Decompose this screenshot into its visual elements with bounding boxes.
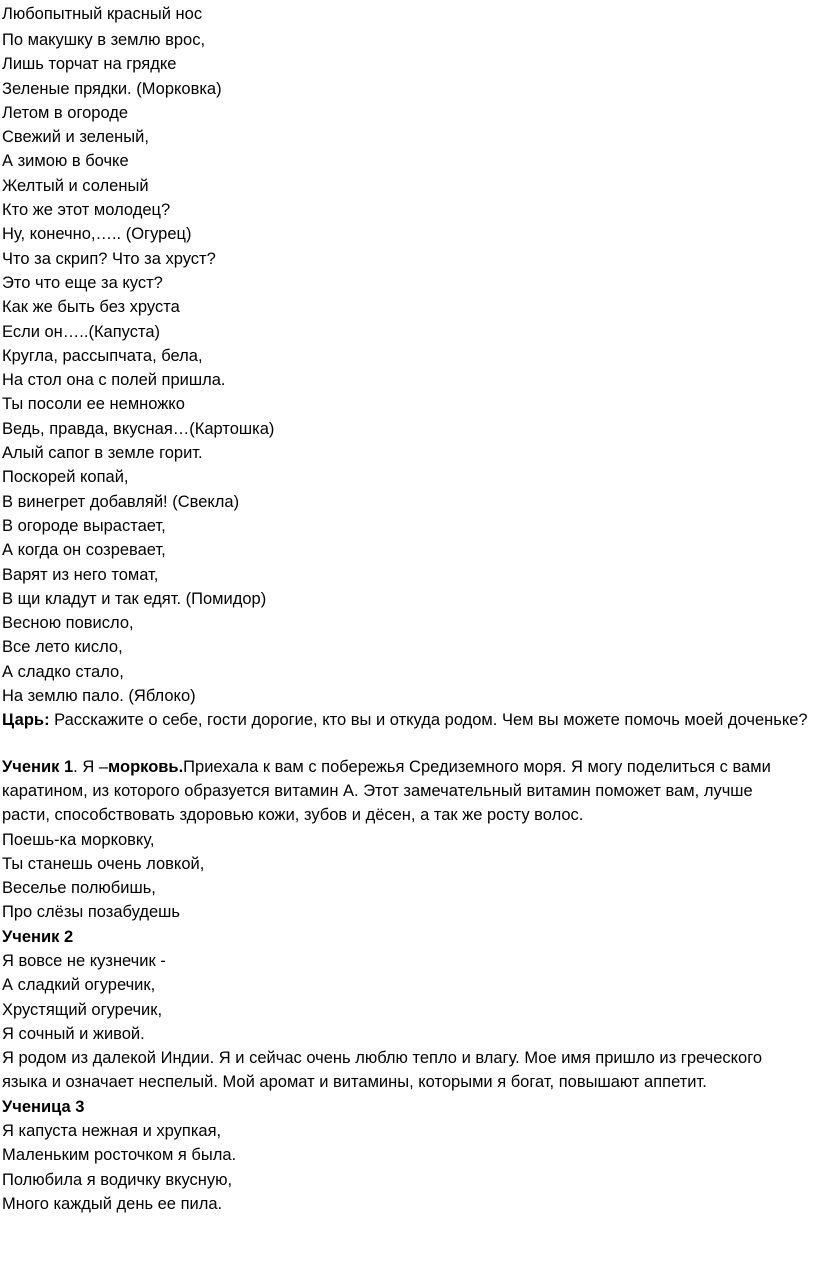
poem-line: Маленьким росточком я была. [2,1146,237,1165]
riddle-line: В винегрет добавляй! (Свекла) [2,492,240,511]
tsar-speech [2,708,814,732]
riddle-line: Летом в огороде [2,103,129,122]
student3-speaker-label [2,1095,816,1119]
riddle-line: Ты посоли ее немножко [2,395,185,414]
poem-line: Поешь-ка морковку, [2,830,155,849]
riddle-line: Кругла, рассыпчата, бела, [2,346,203,365]
poem-line: Хрустящий огуречик, [2,1000,163,1019]
riddle-line: Это что еще за куст? [2,273,163,292]
riddle-line: Ну, конечно,….. (Огурец) [2,225,192,244]
riddle-line: Кто же этот молодец? [2,201,171,220]
tsar-speech-text: Расскажите о себе, гости дорогие, кто вы и откуда родом. Чем вы можете помочь моей доченьке? [54,711,808,730]
poem-line: Я сочный и живой. [2,1024,145,1043]
riddle-line: Что за скрип? Что за хруст? [2,249,216,268]
riddle-line: Свежий и зеленый, [2,128,149,147]
riddle-line: Ведь, правда, вкусная…(Картошка) [2,419,275,438]
riddle-line: А зимою в бочке [2,152,129,171]
riddle-line: А когда он созревает, [2,541,166,560]
poem-line: Веселье полюбишь, [2,879,156,898]
riddle-line: Желтый и соленый [2,176,149,195]
riddle-line: Поскорей копай, [2,468,129,487]
student2-speech-text: Я родом из далекой Индии. Я и сейчас очень люблю тепло и влагу. Мое имя пришло из греческого языка и означает неспелый. Мой аромат и витамины, которыми я богат, повышают аппетит. [2,1049,763,1092]
student3-poem [2,1119,816,1216]
poem-line: Про слёзы позабудешь [2,903,180,922]
riddle-line: На землю пало. (Яблоко) [2,687,196,706]
poem-line: Я вовсе не кузнечик - [2,951,166,970]
riddle-line: Алый сапог в земле горит. [2,444,203,463]
riddle-line: Варят из него томат, [2,565,159,584]
riddle-line: Весною повисло, [2,614,134,633]
document-title: Любопытный красный нос [2,5,203,23]
poem-line: Много каждый день ее пила. [2,1194,223,1213]
riddle-line: Все лето кисло, [2,638,123,657]
riddles-block [2,28,816,708]
riddle-line: В щи кладут и так едят. (Помидор) [2,589,267,608]
student1-role-name: морковь. [108,757,184,776]
poem-line: А сладкий огуречик, [2,976,156,995]
riddle-line: В огороде вырастает, [2,516,166,535]
student1-separator: . Я – [73,757,109,776]
student1-speech-text: Приехала к вам с побережья Средиземного моря. Я могу поделиться с вами каратином, из которого образуется витамин А. Этот замечательный витамин поможет вам, лучше расти, способствовать здоровью кожи, зубов и дёсен, а так же росту волос. [2,757,771,825]
tsar-speaker-label: Царь: [2,711,50,730]
paragraph-gap [2,733,816,755]
poem-line: Я капуста нежная и хрупкая, [2,1122,222,1141]
riddle-line: На стол она с полей пришла. [2,371,226,390]
poem-line: Ты станешь очень ловкой, [2,854,205,873]
poem-line: Полюбила я водичку вкусную, [2,1170,233,1189]
student1-speech [2,755,802,828]
riddle-line: Если он…..(Капуста) [2,322,161,341]
student3-speaker-text: Ученица 3 [2,1097,85,1116]
riddle-line: Как же быть без хруста [2,298,180,317]
student2-speaker-text: Ученик 2 [2,927,74,946]
riddle-line: Лишь торчат на грядке [2,55,177,74]
student1-speaker-label: Ученик 1 [2,757,74,776]
riddle-line: А сладко стало, [2,662,124,681]
student2-poem [2,949,816,1046]
student1-poem [2,828,816,925]
student2-speaker-label [2,925,816,949]
riddle-line: По макушку в землю врос, [2,31,206,49]
riddle-line: Зеленые прядки. (Морковка) [2,79,222,98]
